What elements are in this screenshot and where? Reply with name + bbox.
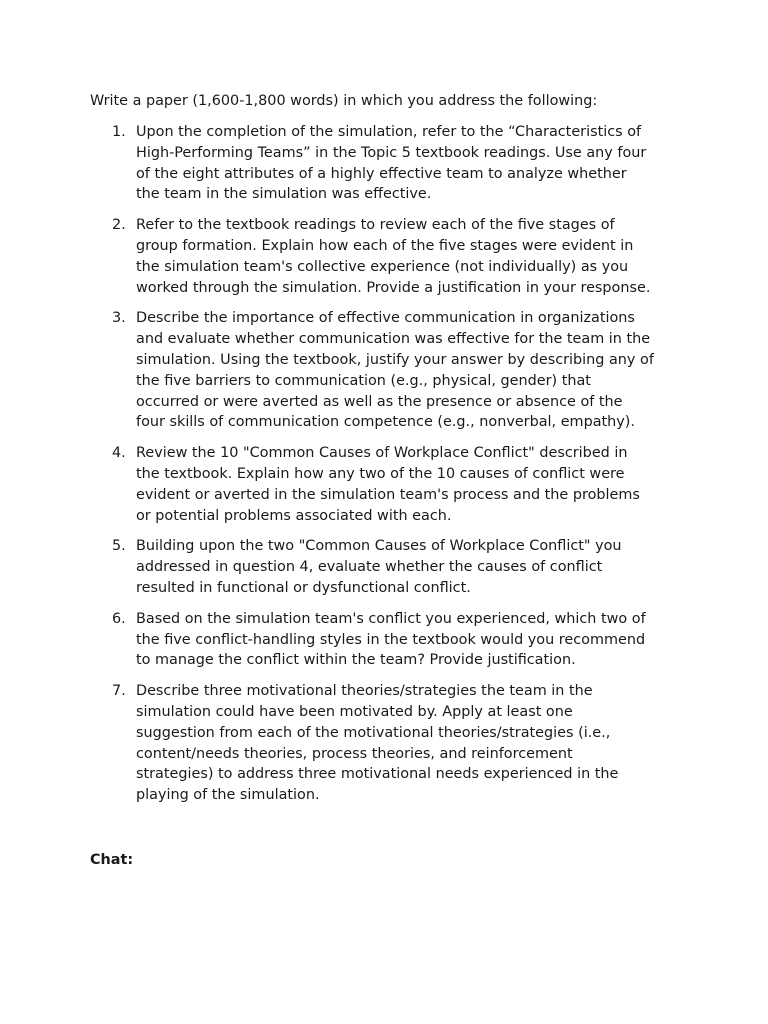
intro-text: Write a paper (1,600-1,800 words) in which you address the following: <box>90 93 598 109</box>
question-item-6 <box>90 609 690 671</box>
question-number: 7. <box>112 683 126 700</box>
question-item-3 <box>90 308 690 433</box>
question-text-line: the team in the simulation was effective. <box>136 186 432 203</box>
question-text-line: four skills of communication competence (e.g., nonverbal, empathy). <box>136 414 635 431</box>
question-text-line: occurred or were averted as well as the presence or absence of the <box>136 393 623 410</box>
question-text-line: group formation. Explain how each of the five stages were evident in <box>136 237 634 254</box>
question-text-line: strategies) to address three motivational needs experienced in the <box>136 766 619 783</box>
question-text-line: evident or averted in the simulation team's process and the problems <box>136 486 640 503</box>
chat-label: Chat: <box>90 852 134 868</box>
question-number: 1. <box>112 124 126 140</box>
question-item-7 <box>90 681 690 806</box>
question-text-line: High-Performing Teams” in the Topic 5 textbook readings. Use any four <box>136 144 647 161</box>
question-text-line: or potential problems associated with each. <box>136 507 452 524</box>
question-text-line: playing of the simulation. <box>136 787 320 804</box>
question-text-line: Describe three motivational theories/strategies the team in the <box>136 683 593 700</box>
question-text-line: Building upon the two "Common Causes of Workplace Conflict" you <box>136 538 622 555</box>
question-text-line: of the eight attributes of a highly effective team to analyze whether <box>136 165 627 182</box>
question-text-line: the simulation team's collective experience (not individually) as you <box>136 258 629 275</box>
question-text-line: the five conflict-handling styles in the textbook would you recommend <box>136 631 646 648</box>
question-text-line: Upon the completion of the simulation, refer to the “Characteristics of <box>136 124 642 140</box>
question-number: 6. <box>112 610 126 627</box>
question-text-line: suggestion from each of the motivational theories/strategies (i.e., <box>136 724 611 741</box>
question-text-line: worked through the simulation. Provide a justification in your response. <box>136 279 651 296</box>
question-number: 4. <box>112 445 126 462</box>
question-text-line: addressed in question 4, evaluate whether the causes of conflict <box>136 559 603 576</box>
question-item-4 <box>90 443 690 526</box>
question-number: 2. <box>112 217 126 234</box>
question-list <box>90 122 690 806</box>
question-text-line: content/needs theories, process theories, and reinforcement <box>136 745 573 762</box>
question-text-line: and evaluate whether communication was effective for the team in the <box>136 331 651 348</box>
question-text-line: Based on the simulation team's conflict you experienced, which two of <box>136 610 646 627</box>
document-body <box>90 91 690 816</box>
question-text-line: the five barriers to communication (e.g., physical, gender) that <box>136 372 591 389</box>
question-item-2 <box>90 215 690 298</box>
question-number: 3. <box>112 310 126 327</box>
question-text-line: simulation. Using the textbook, justify your answer by describing any of <box>136 351 654 368</box>
question-text-line: to manage the conflict within the team? Provide justification. <box>136 652 576 669</box>
question-text-line: resulted in functional or dysfunctional conflict. <box>136 579 471 596</box>
question-text-line: the textbook. Explain how any two of the 10 causes of conflict were <box>136 465 625 482</box>
question-item-1 <box>90 122 690 205</box>
question-number: 5. <box>112 538 126 555</box>
question-text-line: Review the 10 "Common Causes of Workplace Conflict" described in <box>136 445 628 462</box>
question-text-line: Refer to the textbook readings to review each of the five stages of <box>136 217 615 234</box>
question-text-line: Describe the importance of effective communication in organizations <box>136 310 635 327</box>
question-item-5 <box>90 536 690 598</box>
question-text-line: simulation could have been motivated by. Apply at least one <box>136 703 573 720</box>
